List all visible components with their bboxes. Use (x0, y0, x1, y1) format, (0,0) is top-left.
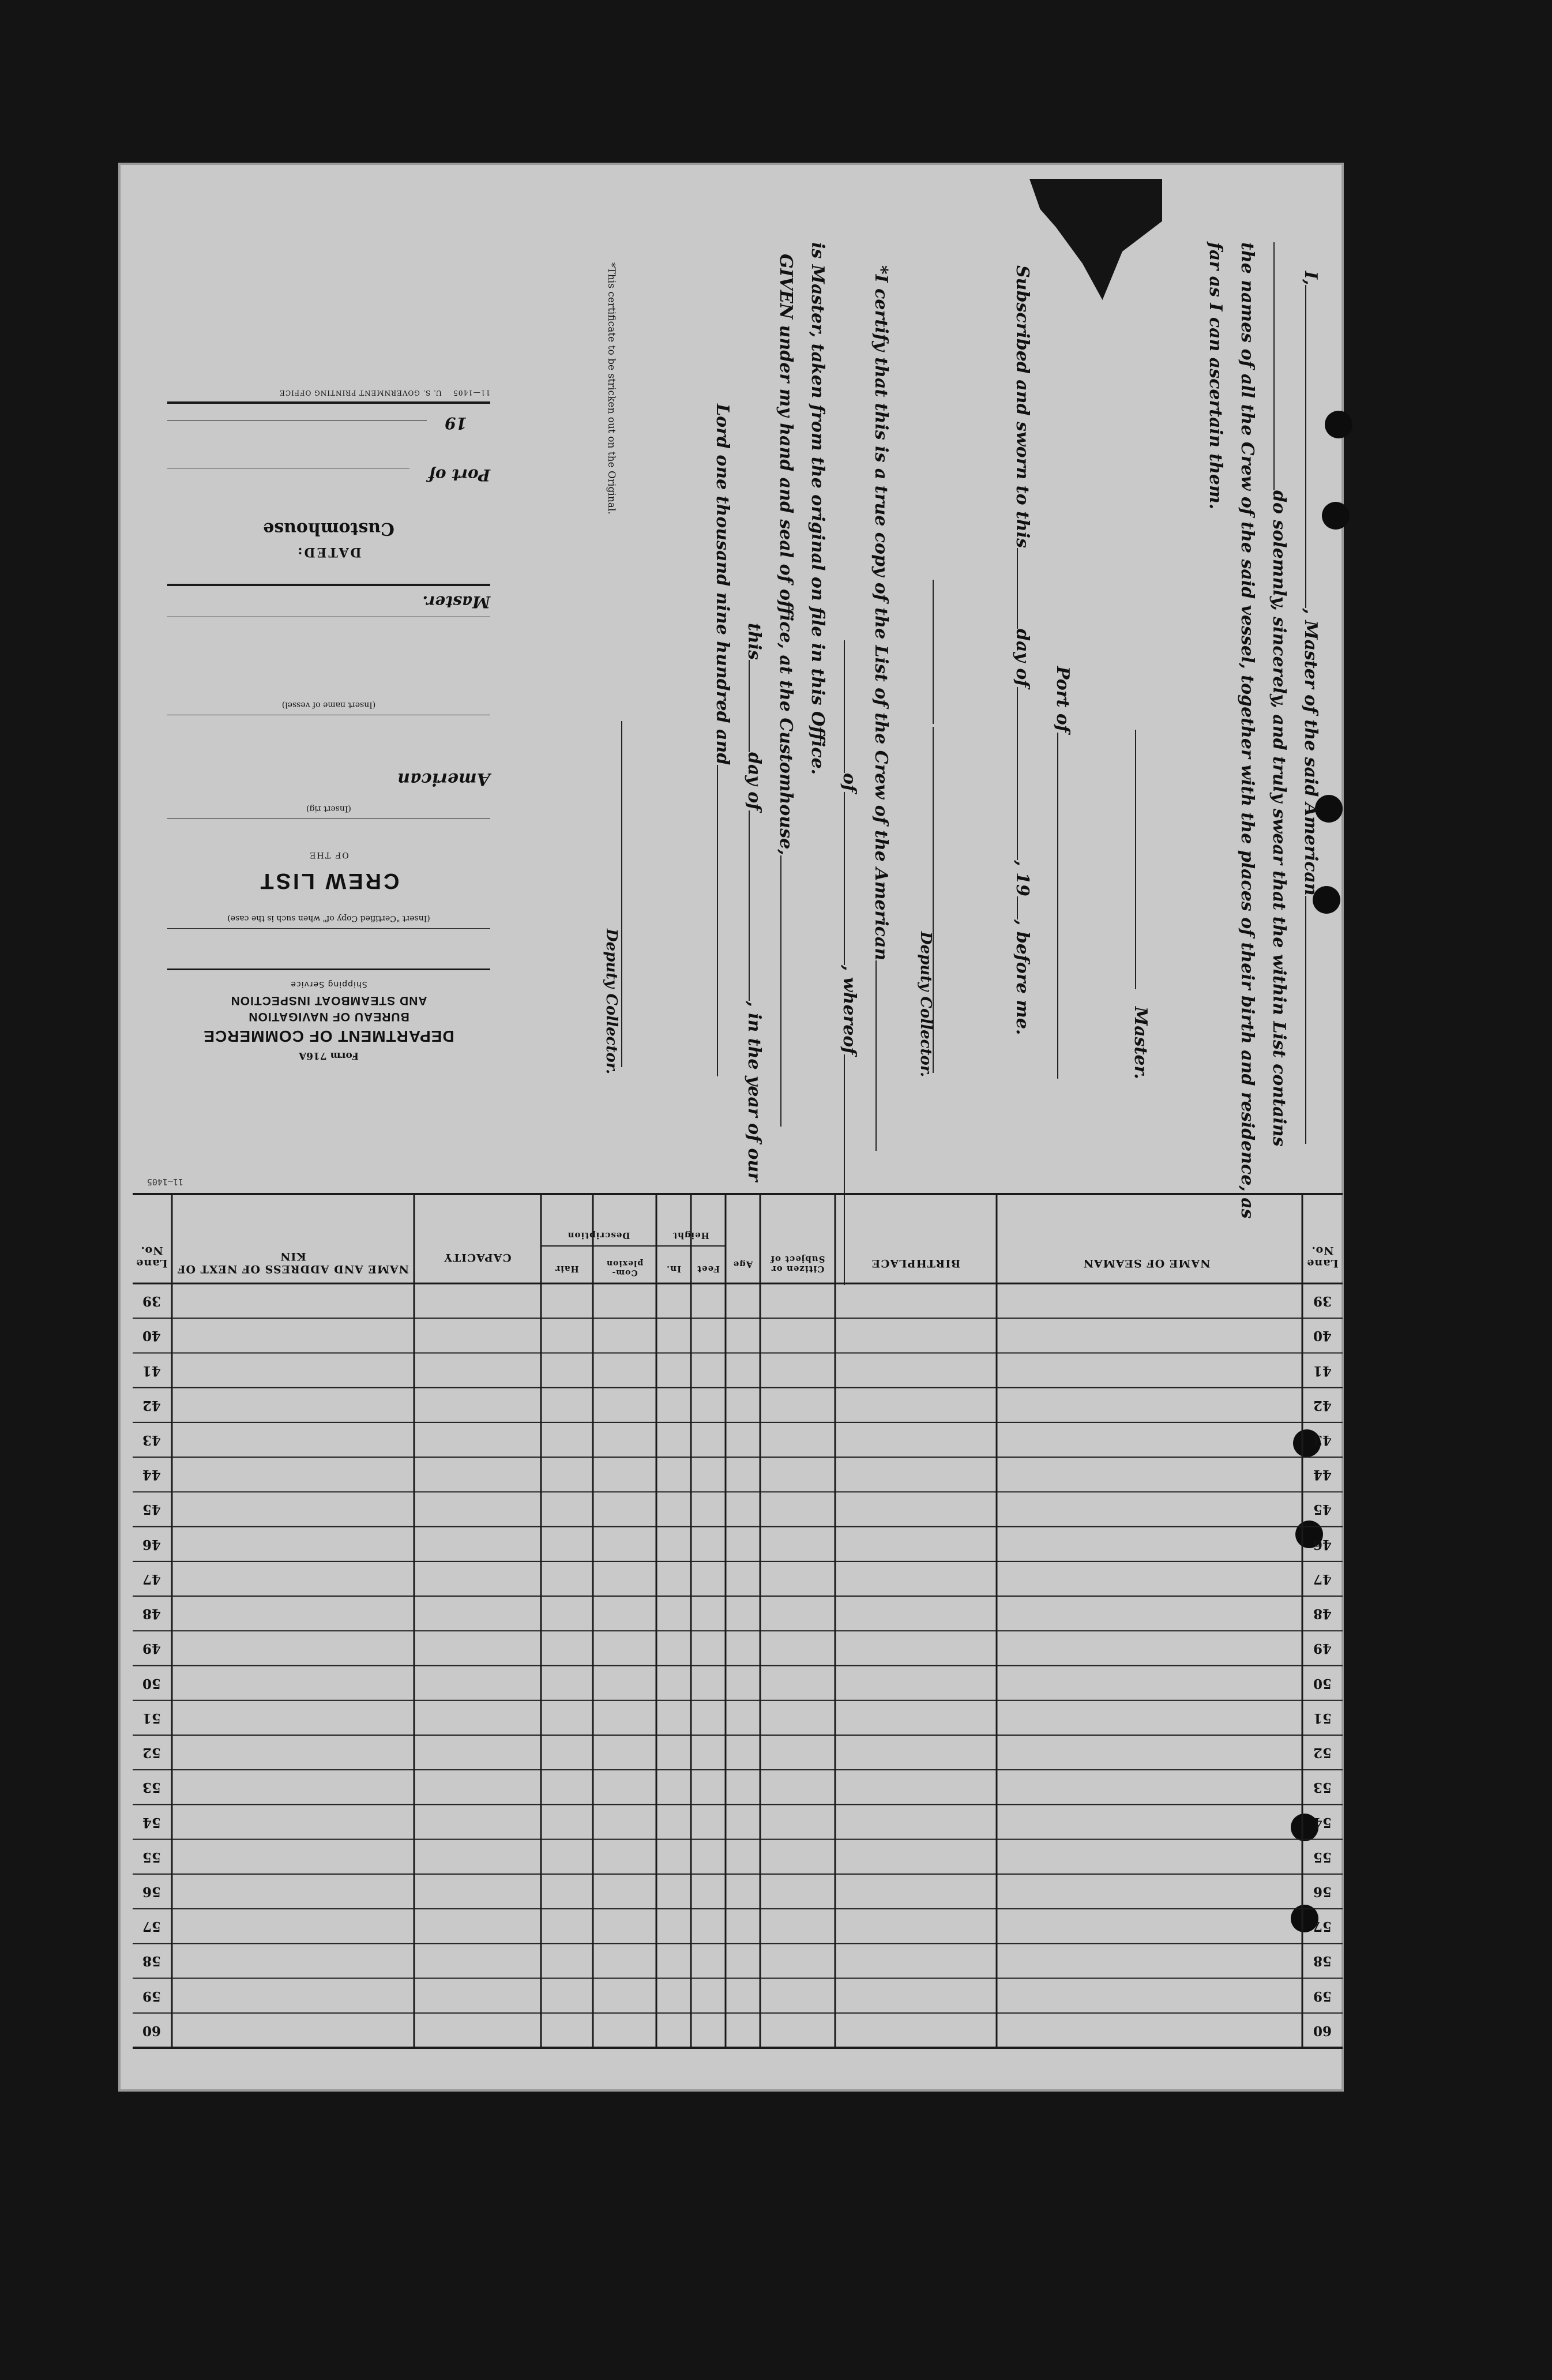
lane-number-left: 45 (1313, 1501, 1332, 1518)
lane-number-right: 43 (142, 1432, 161, 1448)
printing-office: 11—1405 U. S. GOVERNMENT PRINTING OFFICE (279, 389, 490, 397)
lane-number-left: 57 (1313, 1919, 1332, 1935)
dated-label: DATED: (296, 545, 362, 560)
lane-number-right: 41 (142, 1362, 161, 1379)
header-citizen: Citizen or Subject of (770, 1253, 825, 1274)
cert-line-3: is Master, taken from the original on file in this Office. (807, 242, 828, 775)
crew-table (133, 1171, 1343, 2059)
lane-number-left: 58 (1313, 1953, 1332, 1969)
lane-number-left: 59 (1313, 1988, 1332, 2004)
cert-deputy-collector: Deputy Collector. (603, 929, 620, 1075)
lane-number-right: 60 (142, 2022, 161, 2039)
oath-line-1: I,, Master of the said American (1301, 271, 1321, 1144)
shipping-service: Shipping Service (290, 979, 367, 989)
oath-subscribed-line: Subscribed and sworn to thisday of, 19, before me. (1012, 265, 1032, 1035)
department-title: DEPARTMENT OF COMMERCE (203, 1027, 454, 1045)
header-inches: In. (666, 1264, 682, 1274)
lane-number-left: 54 (1313, 1814, 1332, 1830)
lane-number-right: 52 (142, 1745, 161, 1761)
header-birthplace: BIRTHPLACE (871, 1257, 961, 1270)
lane-number-left: 56 (1313, 1883, 1332, 1900)
port-of-label: Port of (428, 466, 490, 485)
lane-number-right: 53 (142, 1780, 161, 1796)
lane-number-right: 51 (142, 1710, 161, 1726)
header-feet: Feet (697, 1264, 720, 1274)
lane-number-left: 48 (1313, 1606, 1332, 1622)
header-name-of-seaman: NAME OF SEAMAN (1083, 1257, 1211, 1270)
bureau-line-2: AND STEAMBOAT INSPECTION (230, 994, 427, 1007)
form-number: Form 716A (298, 1050, 359, 1061)
header-height: Height (672, 1230, 709, 1241)
lane-number-right: 59 (142, 1988, 161, 2004)
oath-port-label: Port of (1053, 666, 1073, 1079)
oath-deputy-line (929, 580, 946, 724)
year-label: 19 (445, 414, 467, 433)
header-description: Description (567, 1230, 630, 1241)
customhouse-label: Customhouse (263, 519, 394, 539)
lane-number-right: 47 (142, 1571, 161, 1587)
lane-number-left: 55 (1313, 1849, 1332, 1865)
lane-number-left: 39 (1313, 1293, 1332, 1309)
american-label: American (397, 769, 490, 789)
header-age: Age (732, 1259, 753, 1270)
lane-number-left: 51 (1313, 1710, 1332, 1726)
cert-line-1: *I certify that this is a true copy of the List of the Crew of the American (871, 265, 891, 1151)
of-the: OF THE (309, 850, 349, 859)
lane-number-right: 46 (142, 1536, 161, 1552)
lane-number-left: 50 (1313, 1675, 1332, 1691)
lane-number-left: 43 (1313, 1432, 1332, 1448)
header-next-of-kin: NAME AND ADDRESS OF NEXT OF KIN (176, 1250, 409, 1275)
cert-line-2: of, whereof (839, 640, 859, 1285)
bottom-rule (167, 401, 490, 404)
header-hair: Hair (555, 1264, 579, 1274)
lane-number-right: 49 (142, 1641, 161, 1657)
lane-number-right: 50 (142, 1675, 161, 1691)
certificate-footnote: *This certificate to be stricken out on the Original. (606, 262, 617, 515)
lane-number-left: 49 (1313, 1641, 1332, 1657)
title-panel (144, 265, 513, 1061)
lane-number-left: 41 (1313, 1362, 1332, 1379)
insert-rig: (Insert rig) (306, 804, 351, 813)
table-grid (133, 1171, 1343, 2059)
insert-vessel: (Insert name of vessel) (281, 700, 376, 710)
lane-number-right: 42 (142, 1397, 161, 1413)
lane-number-right: 39 (142, 1293, 161, 1309)
oath-line-2: do solemnly, sincerely, and truly swear that the within List contains (1269, 242, 1289, 1147)
lane-number-right: 45 (142, 1501, 161, 1518)
master-rule (167, 584, 490, 586)
lane-number-right: 44 (142, 1467, 161, 1483)
lane-number-right: 58 (142, 1953, 161, 1969)
oath-master-label: Master. (1130, 1007, 1151, 1079)
oath-master-line (1130, 730, 1151, 989)
lane-number-left: 42 (1313, 1397, 1332, 1413)
oath-deputy-collector: Deputy Collector. (917, 932, 934, 1078)
lane-number-left: 52 (1313, 1745, 1332, 1761)
lane-number-left: 46 (1313, 1536, 1332, 1552)
certified-line (167, 928, 490, 929)
oath-line-4: far as I can ascertain them. (1205, 242, 1226, 510)
header-lane-no-left: Lane No. (1306, 1244, 1339, 1270)
lane-number-right: 40 (142, 1328, 161, 1344)
lane-number-right: 56 (142, 1883, 161, 1900)
header-lane-no-right: Lane No. (136, 1244, 168, 1270)
lane-number-left: 44 (1313, 1467, 1332, 1483)
crew-list-title: CREW LIST (258, 869, 400, 893)
punch-hole (1322, 502, 1350, 530)
lane-number-left: 47 (1313, 1571, 1332, 1587)
master-label: Master. (422, 592, 490, 611)
lane-number-right: 48 (142, 1606, 161, 1622)
punch-hole (1325, 411, 1352, 438)
bureau-line-1: BUREAU OF NAVIGATION (248, 1010, 409, 1023)
lane-number-right: 54 (142, 1814, 161, 1830)
cert-line-4: GIVEN under my hand and seal of office, at the Customhouse, (776, 254, 796, 1127)
lane-number-left: 40 (1313, 1328, 1332, 1344)
form-ref: 11—1405 (146, 1177, 183, 1187)
oath-line-3: the names of all the Crew of the said vessel, together with the places of their birth and residence, as (1237, 242, 1257, 1219)
header-complexion: Com- plexion (606, 1258, 644, 1277)
lane-number-right: 55 (142, 1849, 161, 1865)
header-capacity: CAPACITY (444, 1251, 512, 1264)
lane-number-right: 57 (142, 1919, 161, 1935)
title-rule (167, 968, 490, 970)
cert-line-5: thisday of, in the year of our (744, 623, 764, 1182)
lane-number-left: 60 (1313, 2022, 1332, 2039)
lane-number-left: 53 (1313, 1780, 1332, 1796)
certified-note: (Insert "Certified Copy of" when such is the case) (227, 914, 430, 923)
cert-line-6: Lord one thousand nine hundred and (712, 404, 732, 1076)
